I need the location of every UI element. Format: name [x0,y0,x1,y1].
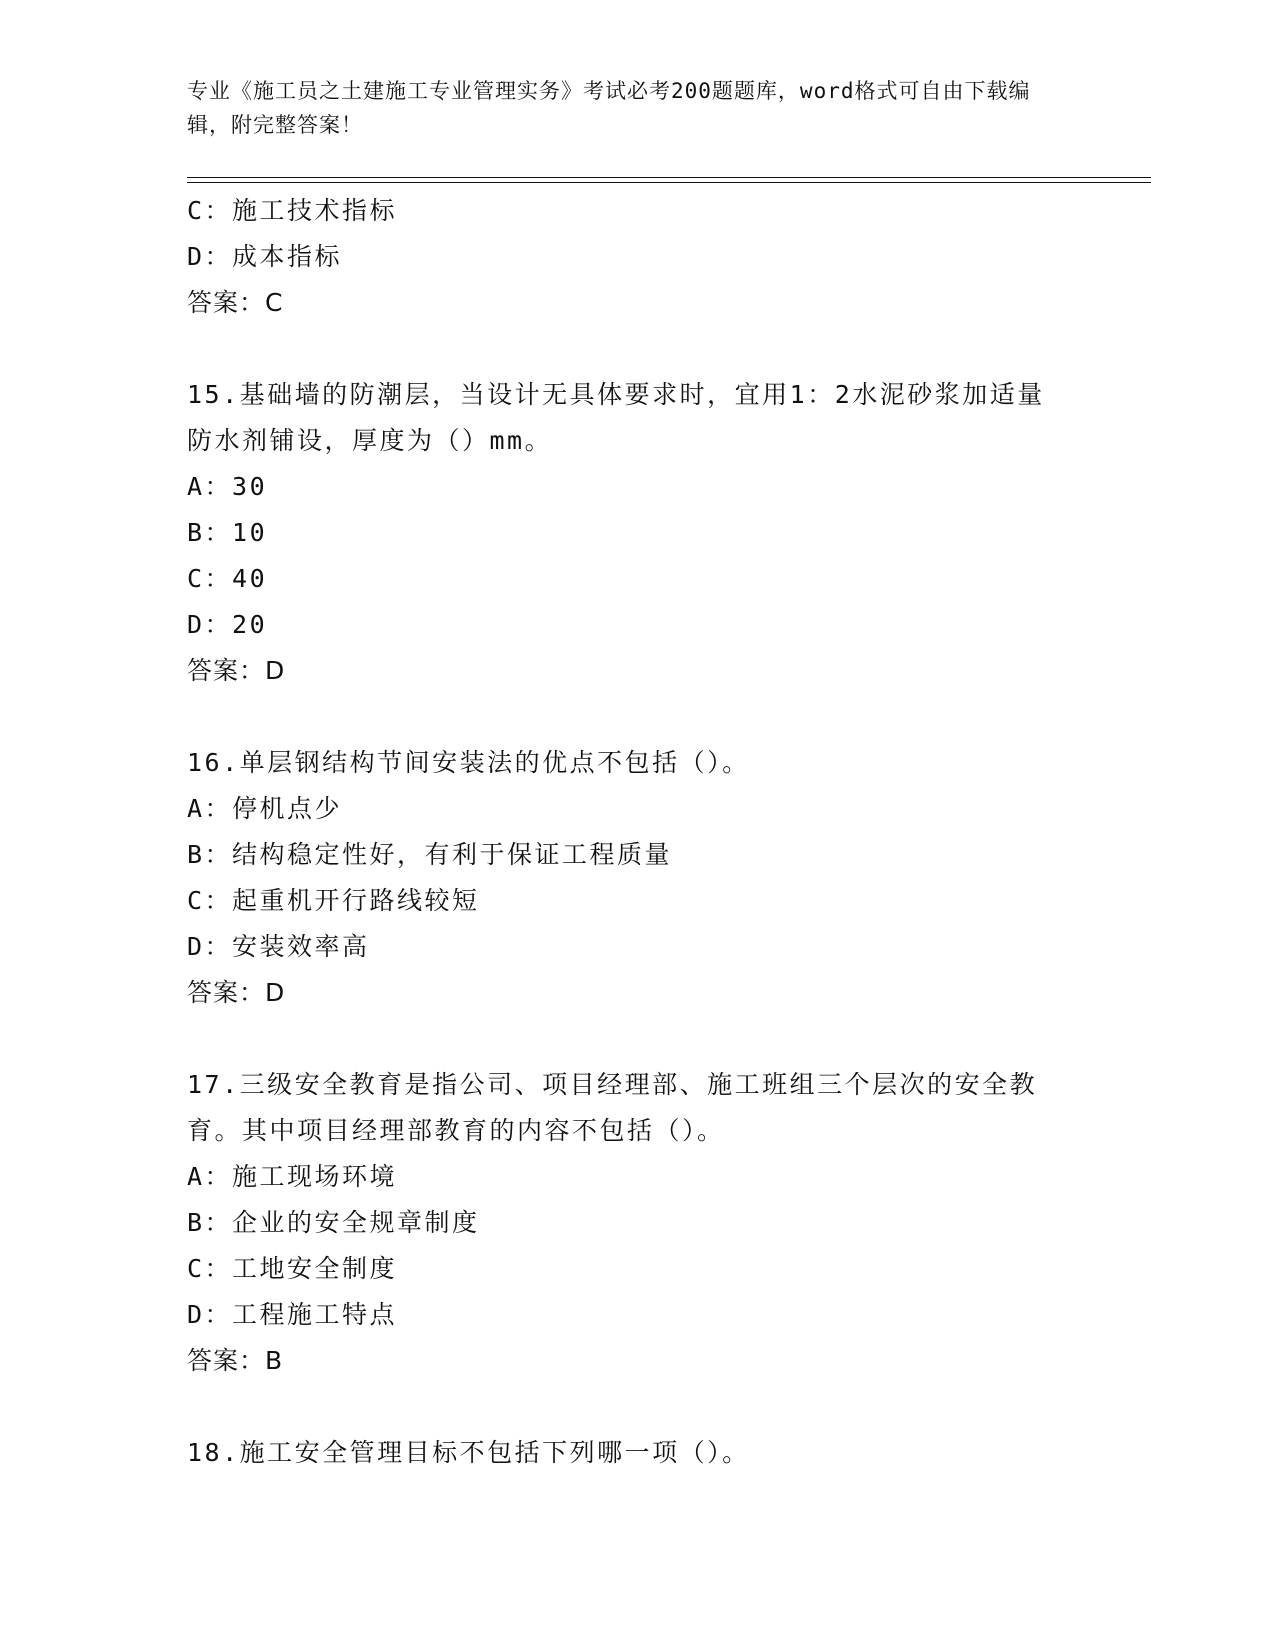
option-d: D：成本指标 [187,242,343,271]
document-header: 专业《施工员之土建施工专业管理实务》考试必考200题题库，word格式可自由下载编辑，附完整答案！ [187,79,1031,137]
question-15 [187,372,1087,694]
question-16 [187,740,1087,1016]
option-b: B：结构稳定性好，有利于保证工程质量 [187,840,673,869]
question-text: 16.单层钢结构节间安装法的优点不包括（）。 [187,748,750,777]
spacer [187,326,1087,372]
option-a: A：30 [187,472,268,501]
document-body [187,188,1087,1476]
question-text: 17.三级安全教育是指公司、项目经理部、施工班组三个层次的安全教育。其中项目经理部教育的内容不包括（）。 [187,1070,1038,1145]
option-b: B：10 [187,518,268,547]
spacer [187,694,1087,740]
answer-line: 答案：C [187,288,284,317]
answer-line: 答案：D [187,656,286,685]
option-b: B：企业的安全规章制度 [187,1208,480,1237]
option-c: C：工地安全制度 [187,1254,398,1283]
option-d: D：工程施工特点 [187,1300,398,1329]
spacer [187,1016,1087,1062]
question-continued [187,188,1087,326]
header-rule-top [187,177,1151,178]
question-text: 15.基础墙的防潮层，当设计无具体要求时，宜用1：2水泥砂浆加适量防水剂铺设，厚度为（）mm。 [187,380,1045,455]
option-a: A：停机点少 [187,794,343,823]
question-17 [187,1062,1087,1384]
question-text: 18.施工安全管理目标不包括下列哪一项（）。 [187,1438,750,1467]
option-d: D：20 [187,610,268,639]
answer-line: 答案：D [187,978,286,1007]
option-c: C：施工技术指标 [187,196,398,225]
answer-line: 答案：B [187,1346,284,1375]
question-18 [187,1430,1087,1476]
option-d: D：安装效率高 [187,932,370,961]
header-rule-bottom [187,182,1151,183]
spacer [187,1384,1087,1430]
option-c: C：起重机开行路线较短 [187,886,480,915]
option-a: A：施工现场环境 [187,1162,398,1191]
option-c: C：40 [187,564,268,593]
